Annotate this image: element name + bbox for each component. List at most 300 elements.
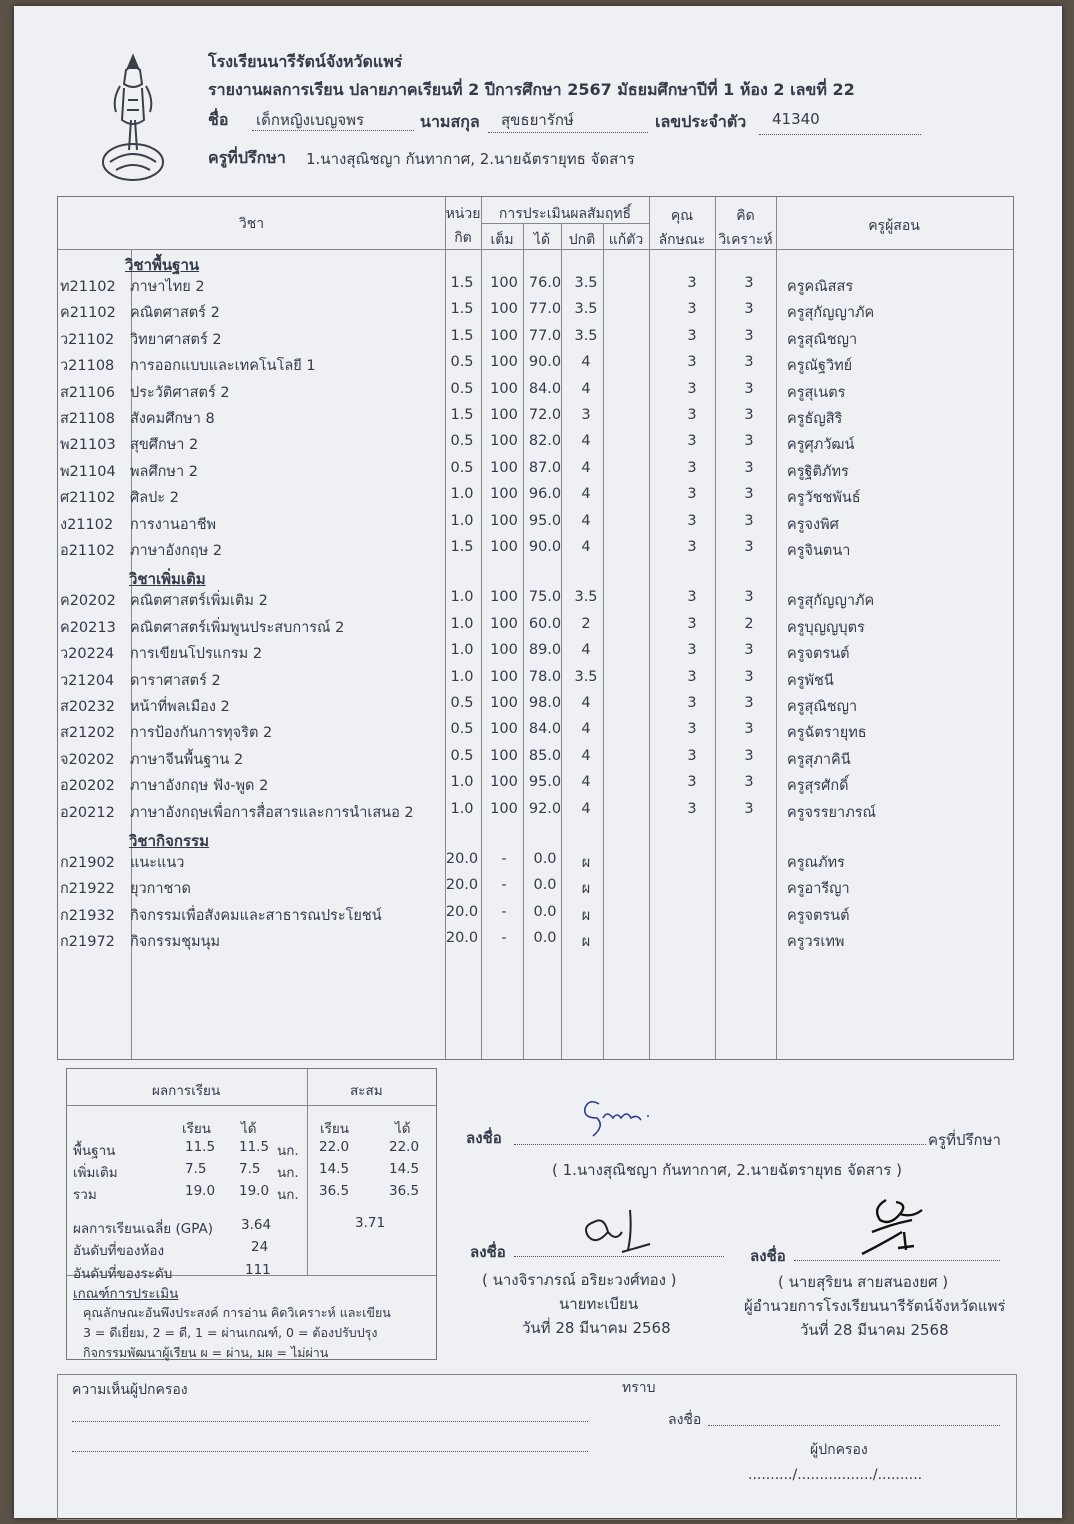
- row-code: ค20213: [60, 619, 116, 636]
- row-code: อ20212: [60, 804, 115, 821]
- grades-table: [57, 196, 1014, 1060]
- table-row: [58, 299, 1013, 325]
- row-think: 3: [744, 301, 754, 318]
- row-code: พ21104: [60, 463, 116, 480]
- row-subject: ภาษาอังกฤษเพื่อการสื่อสารและการนำเสนอ 2: [130, 804, 414, 821]
- row-code: ก21932: [60, 907, 115, 924]
- summary-got: 11.5: [239, 1139, 270, 1155]
- row-grade: 4: [581, 380, 591, 397]
- row-full: 100: [490, 615, 518, 632]
- student-name: เด็กหญิงเบญจพร: [256, 111, 365, 129]
- row-trait: 3: [687, 721, 697, 738]
- row-code: พ21103: [60, 437, 116, 454]
- row-score: 85.0: [528, 747, 562, 764]
- row-teacher: ครูวัชชพันธ์: [787, 490, 861, 507]
- summary-unit: นก.: [277, 1187, 299, 1203]
- row-credit: 0.5: [450, 721, 474, 738]
- registrar-name: ( นางจิราภรณ์ อริยะวงศ์ทอง ): [482, 1271, 677, 1289]
- row-score: 89.0: [528, 642, 562, 659]
- row-think: 3: [744, 354, 754, 371]
- director-sign-label: ลงชื่อ: [750, 1247, 786, 1265]
- row-think: 3: [744, 668, 754, 685]
- row-credit: 1.0: [450, 774, 474, 791]
- row-full: 100: [490, 327, 518, 344]
- row-grade: 4: [581, 539, 591, 555]
- row-score: 77.0: [528, 301, 562, 318]
- name-label: ชื่อ: [208, 110, 229, 129]
- row-teacher: ครูสุณิชญา: [787, 331, 858, 348]
- row-code: ศ21102: [60, 490, 116, 507]
- table-row: [58, 875, 1013, 901]
- student-surname: สุขธยารักษ์: [501, 111, 574, 129]
- row-teacher: ครูฐิติภัทร: [787, 463, 849, 480]
- table-row: [58, 537, 1013, 563]
- row-trait: 3: [687, 695, 697, 711]
- row-score: 84.0: [528, 380, 562, 397]
- row-credit: 1.5: [450, 539, 474, 555]
- row-subject: ดาราศาสตร์ 2: [130, 672, 221, 689]
- row-subject: แนะแนว: [130, 855, 185, 871]
- row-subject: ภาษาอังกฤษ 2: [130, 543, 223, 559]
- th-teacher: ครูผู้สอน: [868, 218, 920, 234]
- row-trait: 3: [687, 275, 697, 291]
- surname-label: นามสกุล: [420, 112, 480, 131]
- row-think: 3: [744, 433, 754, 450]
- row-full: 100: [490, 774, 518, 791]
- row-grade: 4: [581, 459, 591, 476]
- row-score: 90.0: [528, 354, 562, 371]
- row-code: ส20232: [60, 699, 115, 715]
- row-grade: 3.5: [574, 589, 598, 606]
- row-full: -: [501, 903, 507, 920]
- row-grade: 4: [581, 642, 591, 659]
- director-role: ผู้อำนวยการโรงเรียนนารีรัตน์จังหวัดแพร่: [744, 1297, 1006, 1315]
- row-teacher: ครูจินตนา: [787, 543, 851, 559]
- school-crest-icon: [98, 50, 168, 190]
- criteria-line-2: 3 = ดีเยี่ยม, 2 = ดี, 1 = ผ่านเกณฑ์, 0 = ต้องปรับปรุง: [83, 1325, 378, 1340]
- row-teacher: ครูสุรศักดิ์: [787, 778, 849, 795]
- row-code: ส21106: [60, 384, 115, 401]
- advisor-names: 1.นางสุณิชญา กันทากาศ, 2.นายฉัตรายุทธ จัดสาร: [306, 150, 635, 168]
- rank-room-label: อันดับที่ของห้อง: [73, 1243, 165, 1259]
- row-subject: การเขียนโปรแกรม 2: [130, 646, 263, 663]
- table-row: [58, 667, 1013, 693]
- row-score: 95.0: [528, 512, 562, 529]
- parent-sign-label: ลงชื่อ: [668, 1412, 702, 1428]
- row-teacher: ครูสุภาคินี: [787, 751, 851, 768]
- row-subject: ภาษาไทย 2: [130, 279, 205, 295]
- table-row: [58, 799, 1013, 825]
- th-fix: แก้ตัว: [608, 232, 644, 248]
- row-teacher: ครูฉัตรายุทธ: [787, 725, 867, 742]
- row-teacher: ครูณภัทร: [787, 855, 845, 871]
- row-trait: 3: [687, 615, 697, 632]
- table-row: [58, 458, 1013, 484]
- row-grade: 3.5: [574, 301, 598, 318]
- student-id-label: เลขประจำตัว: [655, 112, 747, 131]
- table-row: [58, 587, 1013, 613]
- section-title: วิชากิจกรรม: [129, 832, 209, 850]
- rank-level-value: 111: [245, 1262, 271, 1278]
- summary-row-label: เพิ่มเติม: [73, 1165, 118, 1181]
- row-think: 3: [744, 275, 754, 291]
- row-subject: ศิลปะ 2: [130, 490, 179, 507]
- gpa-value: 3.64: [241, 1217, 272, 1233]
- row-grade: 4: [581, 747, 591, 764]
- row-subject: วิทยาศาสตร์ 2: [130, 331, 222, 348]
- summary-got: 7.5: [239, 1161, 261, 1177]
- registrar-signature-icon: [574, 1202, 654, 1262]
- row-think: 3: [744, 642, 754, 659]
- row-score: 0.0: [533, 903, 557, 920]
- director-name: ( นายสุริยน สายสนองยศ ): [778, 1273, 949, 1291]
- row-score: 72.0: [528, 407, 562, 423]
- row-code: ง21102: [60, 516, 114, 533]
- row-grade: ผ: [581, 907, 591, 924]
- row-subject: กิจกรรมเพื่อสังคมและสาธารณประโยชน์: [130, 907, 382, 924]
- summary-got: 19.0: [239, 1183, 270, 1199]
- row-think: 3: [744, 721, 754, 738]
- summary-study: 19.0: [185, 1183, 216, 1199]
- row-subject: การป้องกันการทุจริต 2: [130, 725, 273, 742]
- row-credit: 1.0: [450, 800, 474, 817]
- row-full: 100: [490, 721, 518, 738]
- row-teacher: ครูจรรยาภรณ์: [787, 804, 876, 821]
- th-normal: ปกติ: [568, 232, 596, 248]
- row-grade: 4: [581, 486, 591, 503]
- row-think: 3: [744, 695, 754, 711]
- table-row: [58, 693, 1013, 719]
- row-think: 3: [744, 512, 754, 529]
- table-row: [58, 326, 1013, 352]
- summary-study-h: เรียน: [182, 1121, 212, 1137]
- row-trait: 3: [687, 380, 697, 397]
- summary-study: 11.5: [185, 1139, 216, 1155]
- row-grade: 4: [581, 354, 591, 371]
- row-full: 100: [490, 301, 518, 318]
- row-credit: 1.5: [450, 327, 474, 344]
- school-name: โรงเรียนนารีรัตน์จังหวัดแพร่: [208, 52, 403, 71]
- section-title: วิชาเพิ่มเติม: [129, 570, 206, 589]
- row-trait: 3: [687, 486, 697, 503]
- row-teacher: ครูธัญสิริ: [787, 411, 843, 427]
- table-row: [58, 379, 1013, 405]
- row-think: 2: [744, 615, 754, 632]
- row-grade: 4: [581, 800, 591, 817]
- row-subject: คณิตศาสตร์เพิ่มพูนประสบการณ์ 2: [130, 619, 345, 636]
- row-grade: ผ: [581, 881, 591, 898]
- th-assessment: การประเมินผลสัมฤทธิ์: [498, 206, 632, 222]
- row-trait: 3: [687, 668, 697, 685]
- summary-cumulative-label: สะสม: [350, 1083, 383, 1099]
- criteria-title: เกณฑ์การประเมิน: [73, 1286, 179, 1302]
- row-grade: ผ: [581, 934, 591, 951]
- row-score: 76.0: [528, 275, 562, 291]
- row-think: 3: [744, 380, 754, 397]
- row-subject: หน้าที่พลเมือง 2: [130, 699, 230, 715]
- th-trait-1: คุณ: [670, 208, 694, 224]
- th-trait-2: ลักษณะ: [658, 232, 706, 248]
- row-score: 78.0: [528, 668, 562, 685]
- report-header: [14, 6, 1062, 196]
- row-grade: 4: [581, 774, 591, 791]
- parent-role: ผู้ปกครอง: [810, 1442, 868, 1458]
- summary-result-label: ผลการเรียน: [152, 1083, 221, 1099]
- parent-opinion-label: ความเห็นผู้ปกครอง: [72, 1382, 188, 1398]
- advisor-sign-label: ลงชื่อ: [466, 1129, 502, 1147]
- row-grade: 3.5: [574, 327, 598, 344]
- row-code: อ20202: [60, 778, 115, 795]
- row-code: ว21102: [60, 331, 115, 348]
- row-code: ก21902: [60, 855, 115, 871]
- criteria-line-3: กิจกรรมพัฒนาผู้เรียน ผ = ผ่าน, มผ = ไม่ผ่าน: [83, 1345, 329, 1360]
- row-think: 3: [744, 800, 754, 817]
- row-credit: 0.5: [450, 433, 474, 450]
- row-score: 0.0: [533, 930, 557, 947]
- row-full: 100: [490, 747, 518, 764]
- row-credit: 1.0: [450, 589, 474, 606]
- section-title: วิชาพื้นฐาน: [125, 256, 200, 274]
- row-teacher: ครูสุณิชญา: [787, 699, 858, 715]
- row-trait: 3: [687, 800, 697, 817]
- table-row: [58, 431, 1013, 457]
- row-teacher: ครูบุญญบุตร: [787, 619, 865, 636]
- summary-cgot-h: ได้: [395, 1121, 411, 1137]
- row-score: 77.0: [528, 327, 562, 344]
- row-credit: 20.0: [445, 903, 479, 920]
- row-subject: ภาษาจีนพื้นฐาน 2: [130, 751, 244, 768]
- criteria-line-1: คุณลักษณะอันพึงประสงค์ การอ่าน คิดวิเคราะห์ และเขียน: [83, 1305, 391, 1320]
- row-teacher: ครูสุกัญญาภัค: [787, 305, 875, 322]
- row-full: -: [501, 877, 507, 894]
- row-grade: ผ: [581, 855, 591, 871]
- row-full: 100: [490, 486, 518, 503]
- row-code: ว20224: [60, 646, 115, 663]
- row-credit: 0.5: [450, 695, 474, 711]
- row-subject: ประวัติศาสตร์ 2: [130, 384, 230, 401]
- row-subject: การออกแบบและเทคโนโลยี 1: [130, 358, 316, 375]
- parent-date-line: ........../................./..........: [748, 1467, 923, 1483]
- student-id: 41340: [772, 110, 820, 128]
- row-full: 100: [490, 354, 518, 371]
- row-score: 95.0: [528, 774, 562, 791]
- row-full: 100: [490, 800, 518, 817]
- row-subject: ภาษาอังกฤษ ฟัง-พูด 2: [130, 778, 269, 795]
- row-trait: 3: [687, 747, 697, 764]
- row-credit: 1.0: [450, 486, 474, 503]
- summary-cum-got: 14.5: [389, 1161, 420, 1177]
- row-score: 0.0: [533, 877, 557, 894]
- table-row: [58, 352, 1013, 378]
- director-date: วันที่ 28 มีนาคม 2568: [800, 1321, 949, 1339]
- registrar-role: นายทะเบียน: [559, 1295, 639, 1313]
- row-teacher: ครูจงพิศ: [787, 516, 839, 533]
- report-title: รายงานผลการเรียน ปลายภาคเรียนที่ 2 ปีการศึกษา 2567 มัธยมศึกษาปีที่ 1 ห้อง 2 เลขที่ 22: [208, 80, 855, 99]
- summary-cstudy-h: เรียน: [320, 1121, 350, 1137]
- summary-unit: นก.: [277, 1143, 299, 1159]
- row-think: 3: [744, 747, 754, 764]
- table-row: [58, 746, 1013, 772]
- row-trait: 3: [687, 642, 697, 659]
- row-trait: 3: [687, 354, 697, 371]
- row-subject: กิจกรรมชุมนุม: [130, 934, 221, 951]
- row-subject: สังคมศึกษา 8: [130, 411, 215, 427]
- row-subject: คณิตศาสตร์เพิ่มเติม 2: [130, 593, 268, 610]
- row-teacher: ครูอารีญา: [787, 881, 850, 898]
- row-code: ว21204: [60, 672, 115, 689]
- row-full: -: [501, 930, 507, 947]
- row-trait: 3: [687, 774, 697, 791]
- table-row: [58, 928, 1013, 954]
- row-subject: ยุวกาชาด: [130, 881, 191, 898]
- th-full: เต็ม: [490, 232, 514, 248]
- table-row: [58, 719, 1013, 745]
- row-full: 100: [490, 275, 518, 291]
- row-score: 96.0: [528, 486, 562, 503]
- row-credit: 1.5: [450, 407, 474, 423]
- parent-ack-label: ทราบ: [622, 1380, 656, 1396]
- row-think: 3: [744, 539, 754, 555]
- table-row: [58, 640, 1013, 666]
- gpa-label: ผลการเรียนเฉลี่ย (GPA): [73, 1221, 213, 1237]
- row-grade: 4: [581, 512, 591, 529]
- row-score: 98.0: [528, 695, 562, 711]
- summary-got-h: ได้: [241, 1121, 257, 1137]
- row-full: -: [501, 851, 507, 867]
- row-full: 100: [490, 668, 518, 685]
- row-code: ว21108: [60, 358, 115, 375]
- advisor-label: ครูที่ปรึกษา: [208, 148, 286, 167]
- row-trait: 3: [687, 512, 697, 529]
- th-think-2: วิเคราะห์: [718, 232, 773, 248]
- row-score: 60.0: [528, 615, 562, 632]
- row-grade: 3.5: [574, 668, 598, 685]
- th-think-1: คิด: [736, 208, 755, 224]
- row-think: 3: [744, 774, 754, 791]
- table-row: [58, 273, 1013, 299]
- table-row: [58, 849, 1013, 875]
- row-score: 0.0: [533, 851, 557, 867]
- row-trait: 3: [687, 301, 697, 318]
- advisor-signature-icon: [569, 1096, 659, 1146]
- summary-box: [66, 1068, 437, 1360]
- parent-opinion-box: [57, 1374, 1017, 1520]
- summary-cum-study: 22.0: [319, 1139, 350, 1155]
- table-row: [58, 511, 1013, 537]
- row-full: 100: [490, 589, 518, 606]
- summary-row-label: รวม: [73, 1187, 97, 1203]
- row-think: 3: [744, 327, 754, 344]
- summary-row-label: พื้นฐาน: [73, 1143, 116, 1159]
- row-grade: 3.5: [574, 275, 598, 291]
- row-score: 87.0: [528, 459, 562, 476]
- row-credit: 20.0: [445, 851, 479, 867]
- row-code: ท21102: [60, 279, 116, 295]
- table-row: [58, 772, 1013, 798]
- registrar-date: วันที่ 28 มีนาคม 2568: [522, 1319, 671, 1337]
- row-think: 3: [744, 407, 754, 423]
- row-full: 100: [490, 407, 518, 423]
- row-full: 100: [490, 433, 518, 450]
- row-grade: 3: [581, 407, 591, 423]
- row-full: 100: [490, 642, 518, 659]
- row-score: 84.0: [528, 721, 562, 738]
- row-teacher: ครูสุเนตร: [787, 384, 846, 401]
- table-row: [58, 902, 1013, 928]
- row-teacher: ครูวรเทพ: [787, 934, 845, 951]
- row-score: 92.0: [528, 800, 562, 817]
- row-credit: 1.0: [450, 642, 474, 659]
- row-grade: 4: [581, 721, 591, 738]
- summary-cum-got: 22.0: [389, 1139, 420, 1155]
- row-score: 82.0: [528, 433, 562, 450]
- row-full: 100: [490, 459, 518, 476]
- row-subject: พลศึกษา 2: [130, 463, 198, 480]
- row-teacher: ครูคณิสสร: [787, 279, 854, 295]
- row-think: 3: [744, 589, 754, 606]
- th-subject: วิชา: [238, 216, 265, 232]
- row-full: 100: [490, 539, 518, 555]
- row-teacher: ครูพัชนี: [787, 672, 834, 689]
- row-code: จ20202: [60, 751, 115, 768]
- row-code: ค21102: [60, 305, 116, 322]
- row-teacher: ครูจตรนต์: [787, 907, 850, 924]
- summary-cum-study: 14.5: [319, 1161, 350, 1177]
- row-grade: 4: [581, 695, 591, 711]
- report-card-page: [14, 6, 1062, 1518]
- row-full: 100: [490, 380, 518, 397]
- row-trait: 3: [687, 327, 697, 344]
- row-grade: 2: [581, 615, 591, 632]
- summary-cum-got: 36.5: [389, 1183, 420, 1199]
- row-credit: 20.0: [445, 877, 479, 894]
- rank-level-label: อันดับที่ของระดับ: [73, 1266, 173, 1282]
- row-think: 3: [744, 486, 754, 503]
- registrar-sign-label: ลงชื่อ: [470, 1243, 506, 1261]
- row-credit: 1.5: [450, 275, 474, 291]
- table-row: [58, 614, 1013, 640]
- row-full: 100: [490, 512, 518, 529]
- row-trait: 3: [687, 433, 697, 450]
- row-trait: 3: [687, 459, 697, 476]
- table-row: [58, 484, 1013, 510]
- row-credit: 1.5: [450, 301, 474, 318]
- row-score: 75.0: [528, 589, 562, 606]
- th-got: ได้: [533, 232, 551, 248]
- director-signature-icon: [842, 1192, 942, 1262]
- row-subject: คณิตศาสตร์ 2: [130, 305, 220, 322]
- row-subject: การงานอาชีพ: [130, 516, 217, 533]
- row-teacher: ครูสุกัญญาภัค: [787, 593, 875, 610]
- row-credit: 1.0: [450, 615, 474, 632]
- summary-study: 7.5: [185, 1161, 207, 1177]
- row-code: อ21102: [60, 543, 115, 559]
- row-credit: 1.0: [450, 512, 474, 529]
- row-credit: 0.5: [450, 459, 474, 476]
- row-trait: 3: [687, 539, 697, 555]
- rank-room-value: 24: [251, 1239, 269, 1255]
- row-code: ก21922: [60, 881, 115, 898]
- row-teacher: ครูจตรนต์: [787, 646, 850, 663]
- th-credit-1: หน่วย: [445, 206, 481, 222]
- summary-unit: นก.: [277, 1165, 299, 1181]
- row-code: ค20202: [60, 593, 116, 610]
- row-score: 90.0: [528, 539, 562, 555]
- row-code: ส21202: [60, 725, 115, 742]
- row-code: ส21108: [60, 411, 115, 427]
- table-row: [58, 405, 1013, 431]
- row-think: 3: [744, 459, 754, 476]
